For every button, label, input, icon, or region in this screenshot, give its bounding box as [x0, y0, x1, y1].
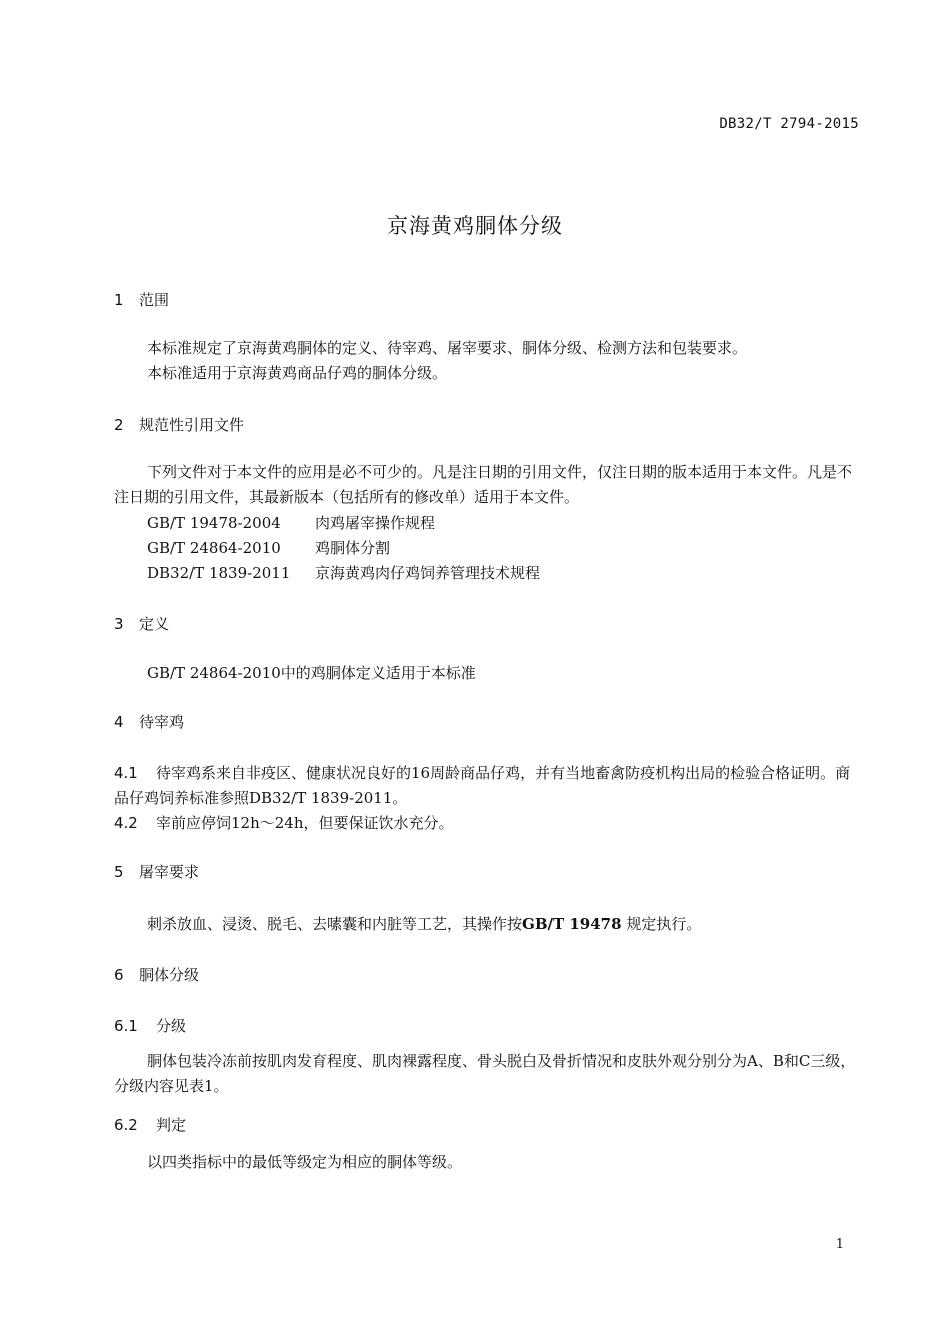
- section-2-heading: [114, 414, 244, 435]
- section-number: 5: [114, 863, 124, 881]
- section-1-paragraph-1: 本标准规定了京海黄鸡胴体的定义、待宰鸡、屠宰要求、胴体分级、检测方法和包装要求。: [147, 339, 748, 357]
- section-3-paragraph-1: GB/T 24864-2010中的鸡胴体定义适用于本标准: [147, 664, 476, 682]
- clause-6-2-heading: [114, 1114, 186, 1135]
- reference-item: [147, 512, 435, 533]
- clause-number: 4.2: [114, 814, 138, 832]
- clause-4-2: [114, 811, 860, 836]
- section-number: 2: [114, 416, 124, 434]
- page-number: 1: [835, 1237, 844, 1252]
- section-4-heading: [114, 711, 184, 732]
- reference-name: 鸡胴体分割: [315, 539, 391, 557]
- paragraph-text: 规定执行。: [626, 915, 702, 933]
- reference-name: 肉鸡屠宰操作规程: [315, 514, 436, 532]
- clause-6-2-text: 以四类指标中的最低等级定为相应的胴体等级。: [147, 1153, 463, 1171]
- clause-text: 宰前应停饲12h～24h，但要保证饮水充分。: [156, 814, 454, 832]
- reference-item: [147, 562, 540, 583]
- clause-title: 分级: [156, 1017, 187, 1035]
- clause-text: 待宰鸡系来自非疫区、健康状况良好的16周龄商品仔鸡，并有当地畜禽防疫机构出局的检验合格证明。商品仔鸡饲养标准参照DB32/T 1839-2011。: [114, 764, 851, 807]
- section-title: 胴体分级: [139, 966, 200, 984]
- section-1-heading: [114, 289, 169, 310]
- reference-name: 京海黄鸡肉仔鸡饲养管理技术规程: [315, 564, 541, 582]
- section-title: 范围: [139, 291, 170, 309]
- section-5-heading: [114, 861, 199, 882]
- section-title: 待宰鸡: [139, 713, 185, 731]
- section-number: 4: [114, 713, 124, 731]
- section-6-heading: [114, 964, 199, 985]
- section-5-paragraph-1: [114, 912, 860, 937]
- reference-code: GB/T 19478-2004: [147, 514, 281, 532]
- section-1-paragraph-2: 本标准适用于京海黄鸡商品仔鸡的胴体分级。: [147, 364, 448, 382]
- section-number: 1: [114, 291, 124, 309]
- reference-code: GB/T 24864-2010: [147, 539, 281, 557]
- section-number: 6: [114, 966, 124, 984]
- standard-code: DB32/T 2794-2015: [719, 116, 859, 132]
- reference-item: [147, 537, 390, 558]
- clause-6-1-text: 胴体包装冷冻前按肌肉发育程度、肌肉裸露程度、骨头脱白及骨折情况和皮肤外观分别分为A、B和C三级，分级内容见表1。: [114, 1052, 856, 1095]
- section-number: 3: [114, 615, 124, 633]
- clause-number: 4.1: [114, 764, 138, 782]
- clause-number: 6.1: [114, 1017, 138, 1035]
- section-3-heading: [114, 613, 169, 634]
- document-title: 京海黄鸡胴体分级: [387, 214, 563, 238]
- clause-title: 判定: [156, 1116, 187, 1134]
- reference-code: DB32/T 1839-2011: [147, 564, 291, 582]
- clause-number: 6.2: [114, 1116, 138, 1134]
- referenced-standard: GB/T 19478: [522, 915, 622, 933]
- clause-4-1: [114, 761, 860, 811]
- section-title: 规范性引用文件: [139, 416, 245, 434]
- section-title: 定义: [139, 615, 170, 633]
- section-title: 屠宰要求: [139, 863, 200, 881]
- paragraph-text: 刺杀放血、浸烫、脱毛、去嗉囊和内脏等工艺，其操作按: [147, 915, 523, 933]
- section-2-paragraph-1: 下列文件对于本文件的应用是必不可少的。凡是注日期的引用文件，仅注日期的版本适用于本文件。凡是不注日期的引用文件，其最新版本（包括所有的修改单）适用于本文件。: [114, 463, 853, 506]
- clause-6-1-heading: [114, 1015, 186, 1036]
